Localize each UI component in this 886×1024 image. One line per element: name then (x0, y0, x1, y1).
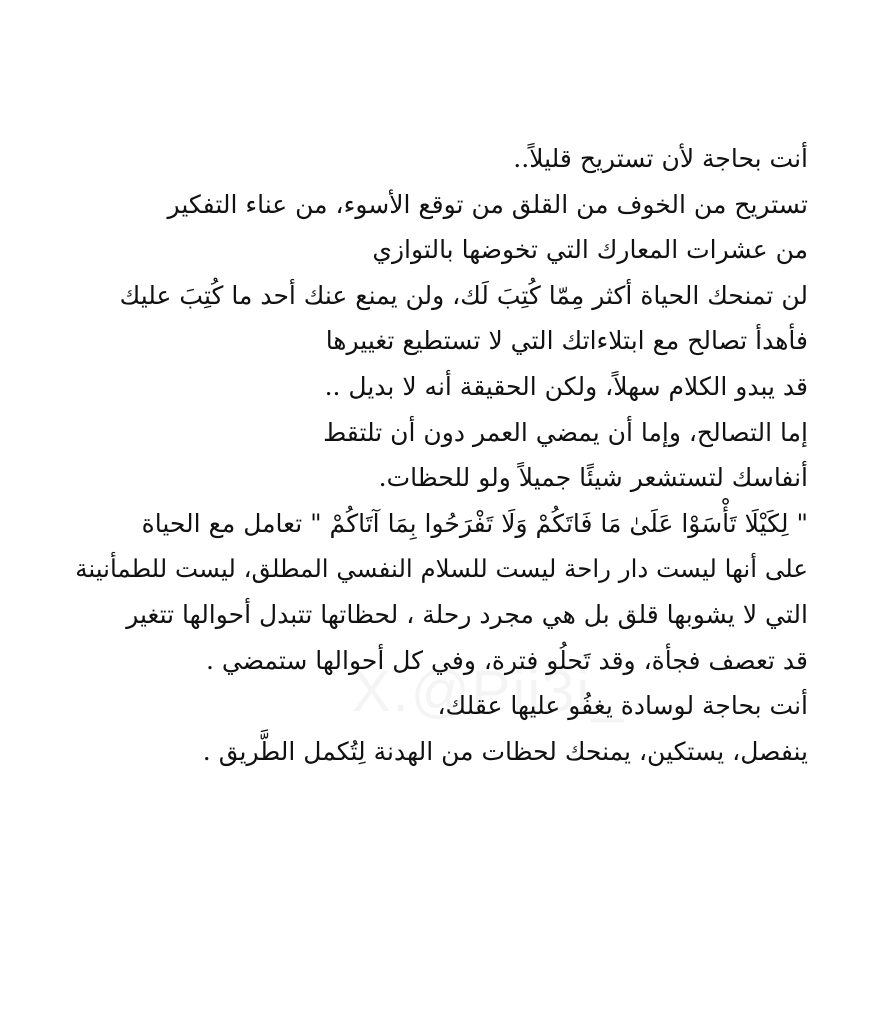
text-line: على أنها ليست دار راحة ليست للسلام النفسي المطلق، ليست للطمأنينة (75, 554, 808, 584)
text-line: التي لا يشوبها قلق بل هي مجرد رحلة ، لحظاتها تتبدل أحوالها تتغير (126, 599, 808, 629)
text-line: أنت بحاجة لوسادة يغفُو عليها عقلك، (437, 691, 808, 721)
text-line: لن تمنحك الحياة أكثر مِمّا كُتِبَ لَك، ولن يمنع عنك أحد ما كُتِبَ عليك (119, 280, 808, 310)
text-line: أنت بحاجة لأن تستريح قليلاً.. (513, 144, 808, 173)
text-line: قد يبدو الكلام سهلاً، ولكن الحقيقة أنه لا بديل .. (324, 371, 808, 401)
text-line: فأهدأ تصالح مع ابتلاءاتك التي لا تستطيع تغييرها (325, 326, 808, 356)
text-line: أنفاسك لتستشعر شيئًا جميلاً ولو للحظات. (378, 463, 808, 493)
text-line: قد تعصف فجأة، وقد تَحلُو فترة، وفي كل أحوالها ستمضي . (205, 645, 808, 675)
text-line: تستريح من الخوف من القلق من توقع الأسوء، من عناء التفكير (167, 189, 808, 219)
quran-verse-line: " لِكَيْلَا تَأْسَوْا عَلَىٰ مَا فَاتَكُمْ وَلَا تَفْرَحُوا بِمَا آتَاكُمْ " تعامل مع الحياة (141, 508, 808, 538)
text-block (68, 136, 808, 774)
text-line: ينفصل، يستكين، يمنحك لحظات من الهدنة لِتُكمل الطَّريق . (202, 736, 808, 766)
text-line: من عشرات المعارك التي تخوضها بالتوازي (372, 235, 808, 265)
text-line: إما التصالح، وإما أن يمضي العمر دون أن تلتقط (323, 417, 808, 447)
